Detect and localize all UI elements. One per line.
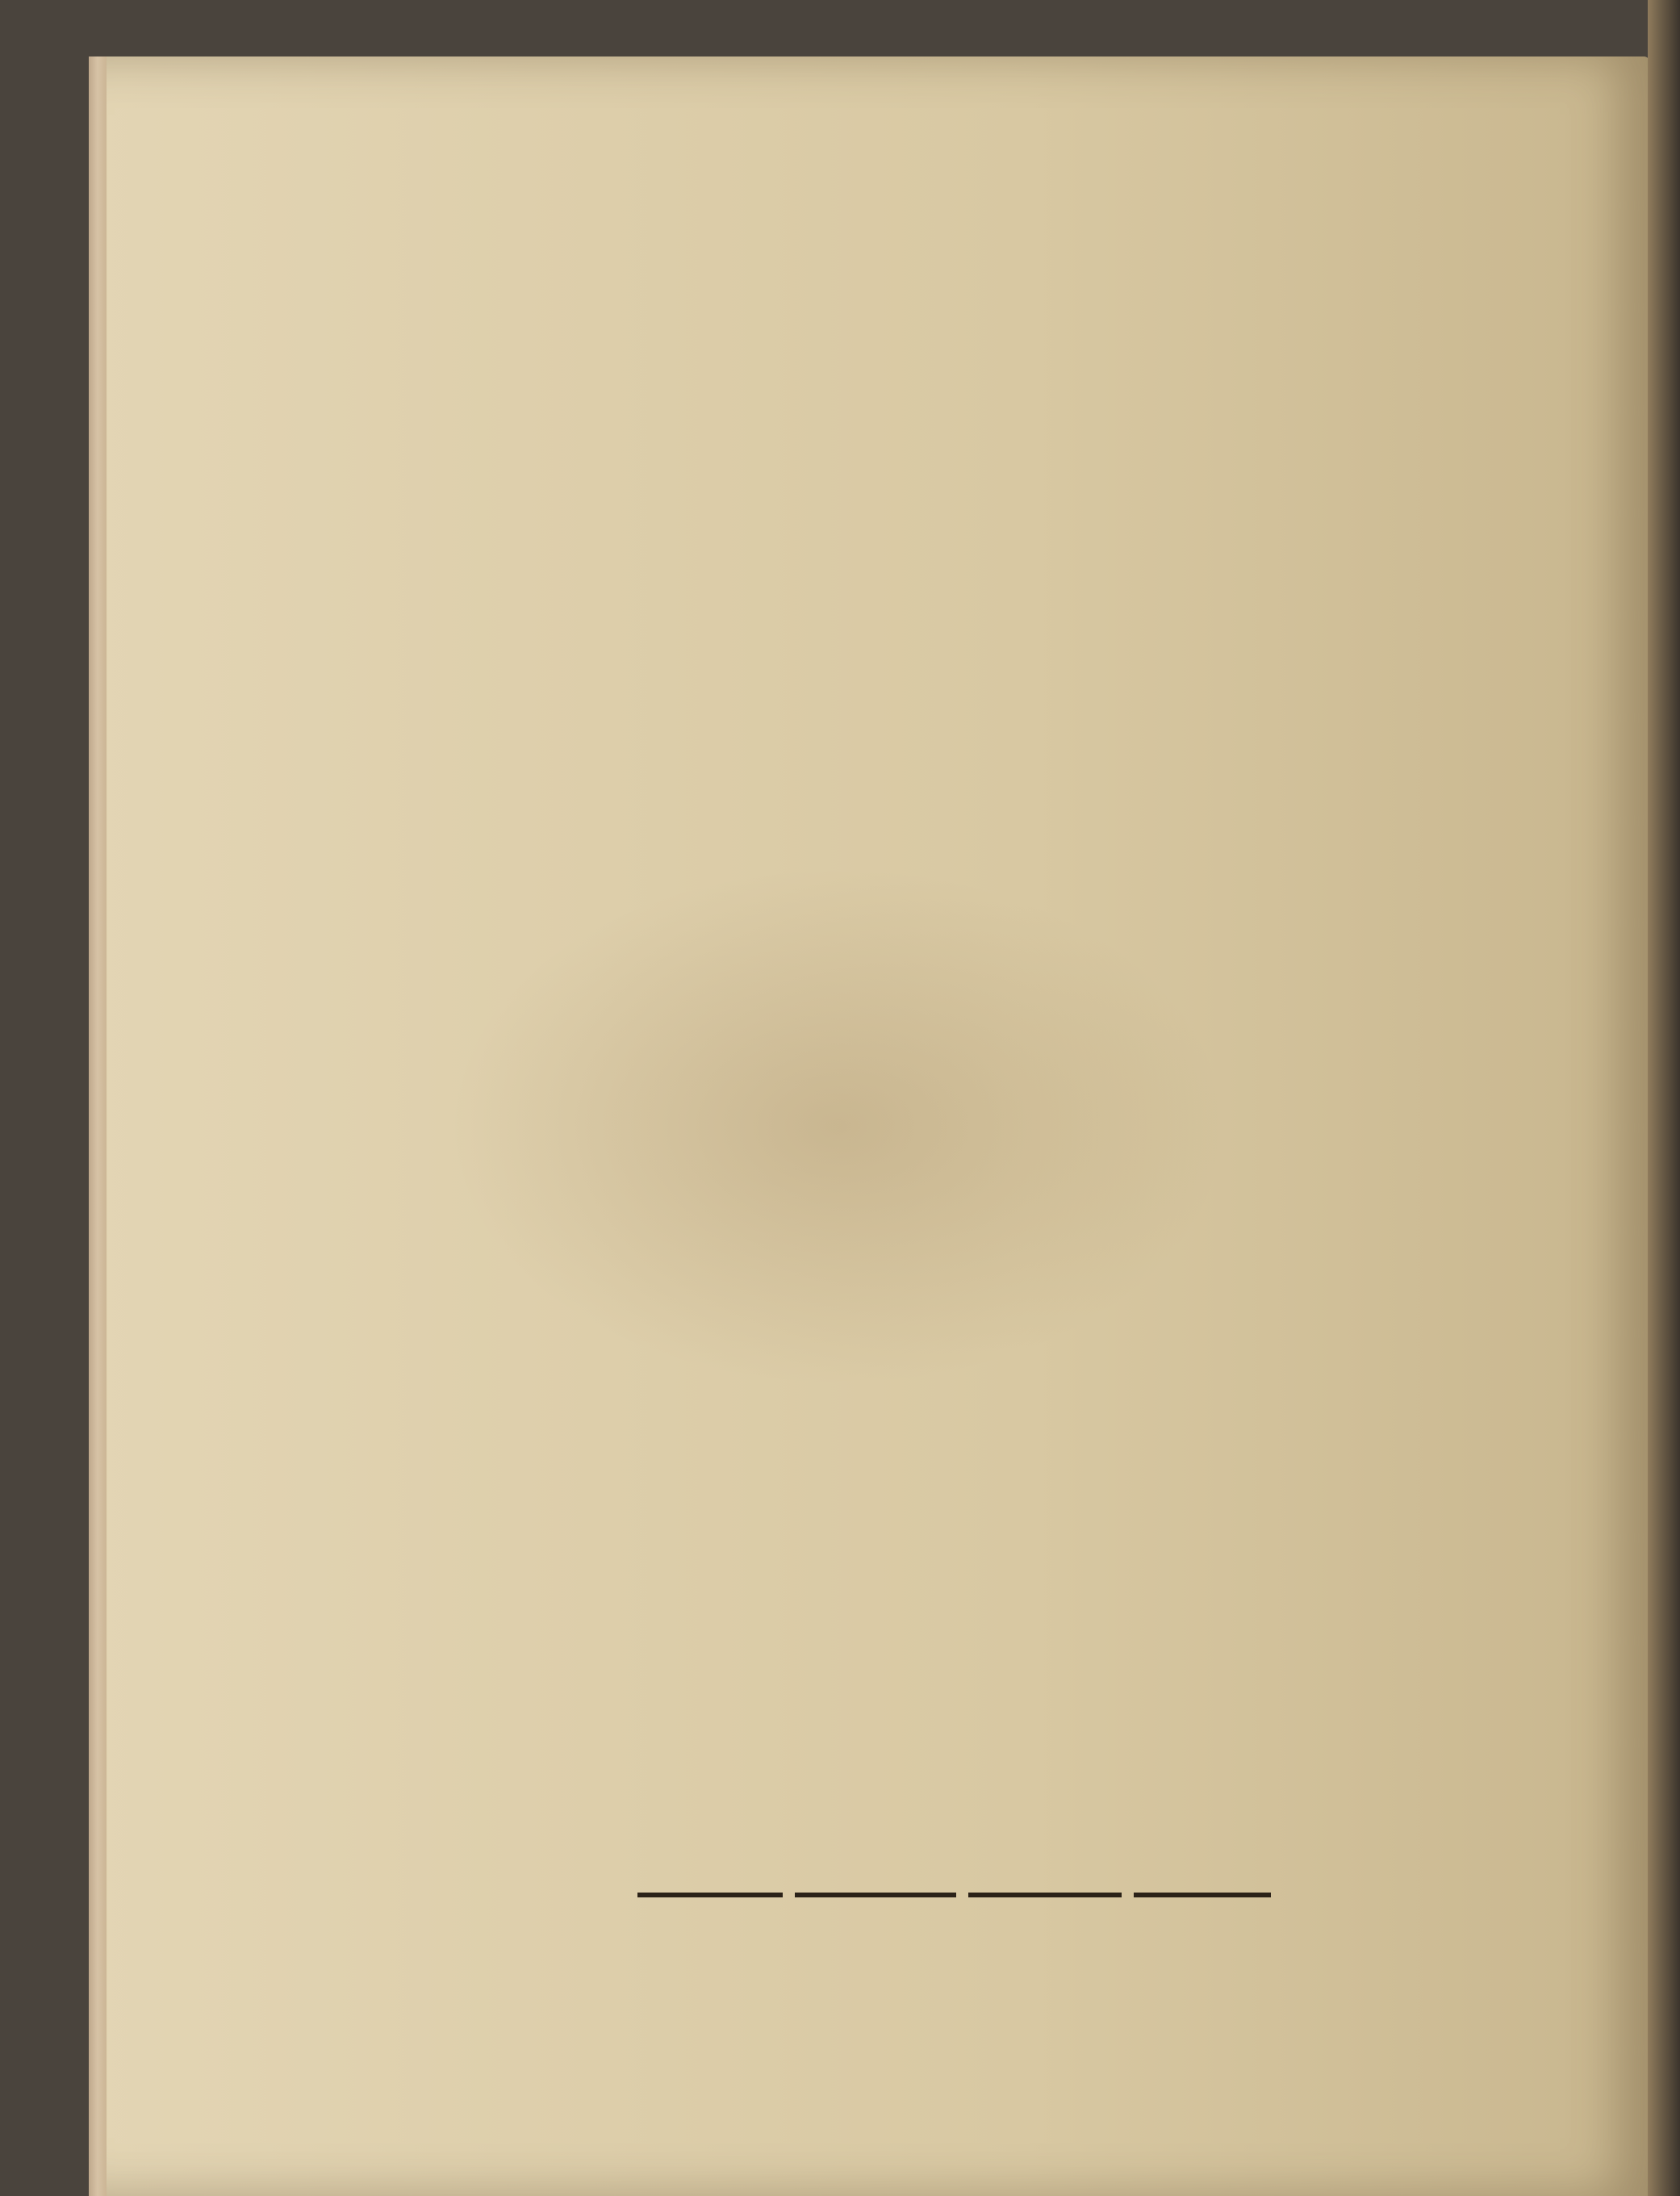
page-edge [89, 56, 107, 2196]
separator-rule-3 [968, 1893, 1122, 1897]
separator-rule-4 [1134, 1893, 1271, 1897]
page-sheet [89, 56, 1650, 2196]
separator-rule-2 [795, 1893, 956, 1897]
separator-rule-1 [637, 1893, 783, 1897]
book-spine [1648, 0, 1680, 2196]
